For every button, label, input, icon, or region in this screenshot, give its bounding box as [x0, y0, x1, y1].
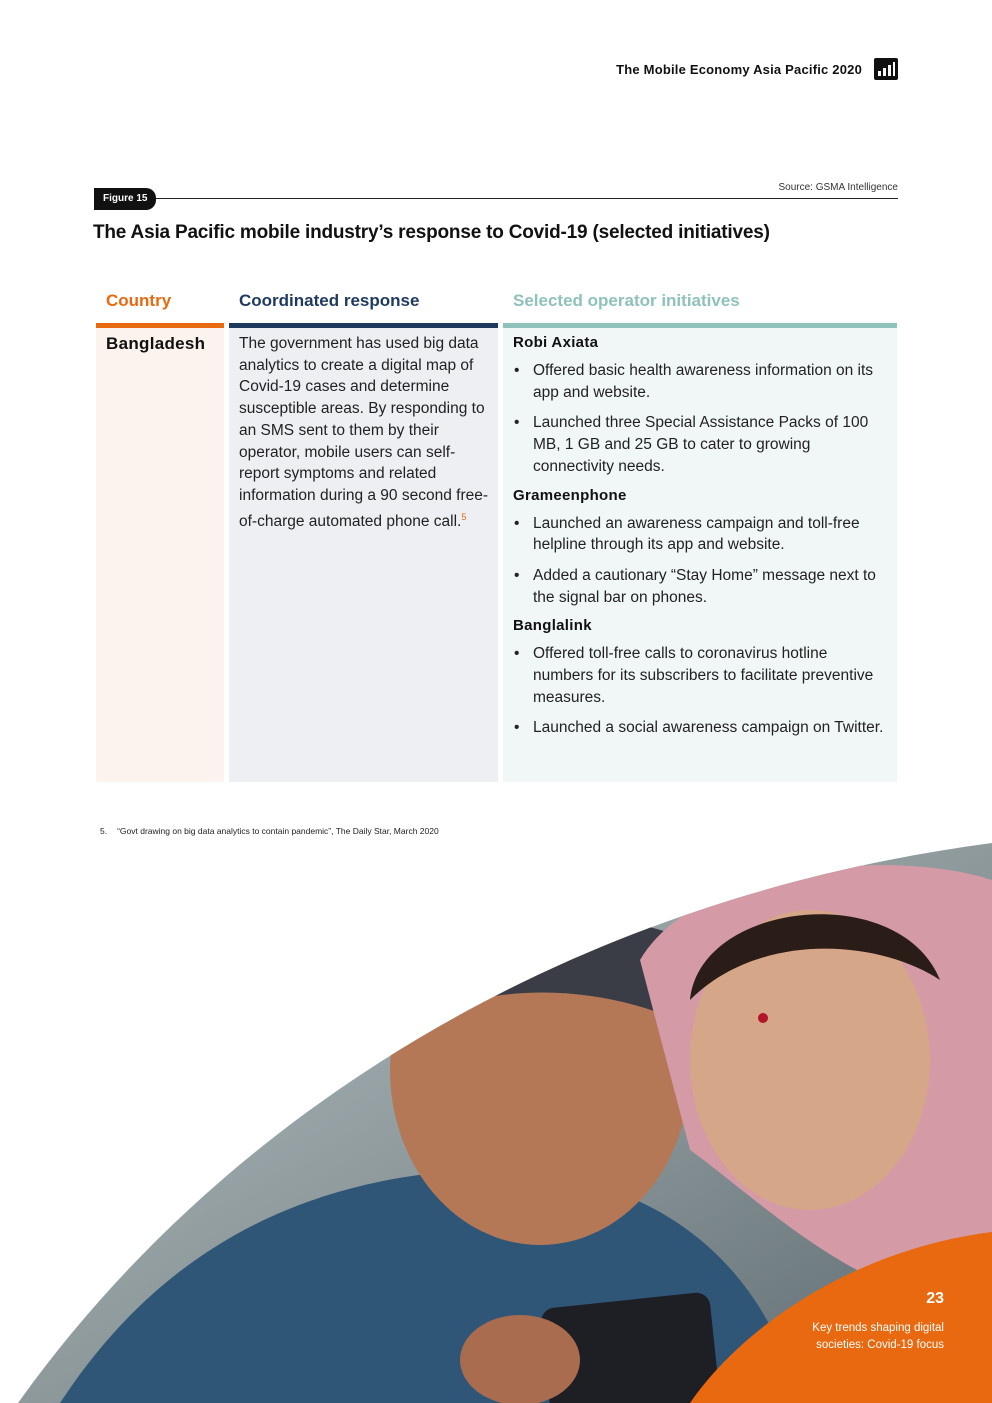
operator-name: Robi Axiata	[513, 334, 599, 351]
initiative-item: • Added a cautionary “Stay Home” message next to the signal bar on phones.	[513, 565, 891, 608]
section-label: Key trends shaping digital societies: Covid-19 focus	[812, 1322, 944, 1351]
coordinated-response-body: The government has used big data analytics to create a digital map of Covid-19 cases and determine susceptible areas. By responding to an SMS sent to them by their operator, mobile users can self-report symptoms and related information during a 90 second free-of-charge automated phone call.	[239, 335, 489, 530]
footnote-number: 5.	[100, 826, 108, 836]
column-header-coordinated: Coordinated response	[239, 291, 420, 310]
operator-name: Banglalink	[513, 617, 592, 635]
initiative-item: • Launched an awareness campaign and toll-free helpline through its app and website.	[513, 513, 891, 556]
initiative-item: • Launched a social awareness campaign on Twitter.	[513, 717, 891, 739]
report-title: The Mobile Economy Asia Pacific 2020	[616, 62, 862, 77]
column-header-country: Country	[106, 291, 172, 310]
country-name: Bangladesh	[106, 334, 206, 353]
operator-name: Grameenphone	[513, 486, 627, 504]
figure-title: The Asia Pacific mobile industry’s response to Covid-19 (selected initiatives)	[93, 222, 770, 243]
column-header-initiatives: Selected operator initiatives	[513, 291, 740, 310]
initiative-item: • Offered basic health awareness information on its app and website.	[513, 360, 891, 403]
footnote-text: “Govt drawing on big data analytics to contain pandemic”, The Daily Star, March 2020	[117, 826, 439, 836]
initiative-item: • Launched three Special Assistance Packs of 100 MB, 1 GB and 25 GB to cater to growing connectivity needs.	[513, 412, 891, 477]
initiative-item: • Offered toll-free calls to coronavirus hotline numbers for its subscribers to facilitate preventive measures.	[513, 643, 891, 708]
figure-source: Source: GSMA Intelligence	[778, 182, 898, 193]
footnote-reference: 5	[461, 511, 467, 522]
page-number: 23	[926, 1290, 944, 1307]
figure-badge: Figure 15	[94, 188, 156, 210]
